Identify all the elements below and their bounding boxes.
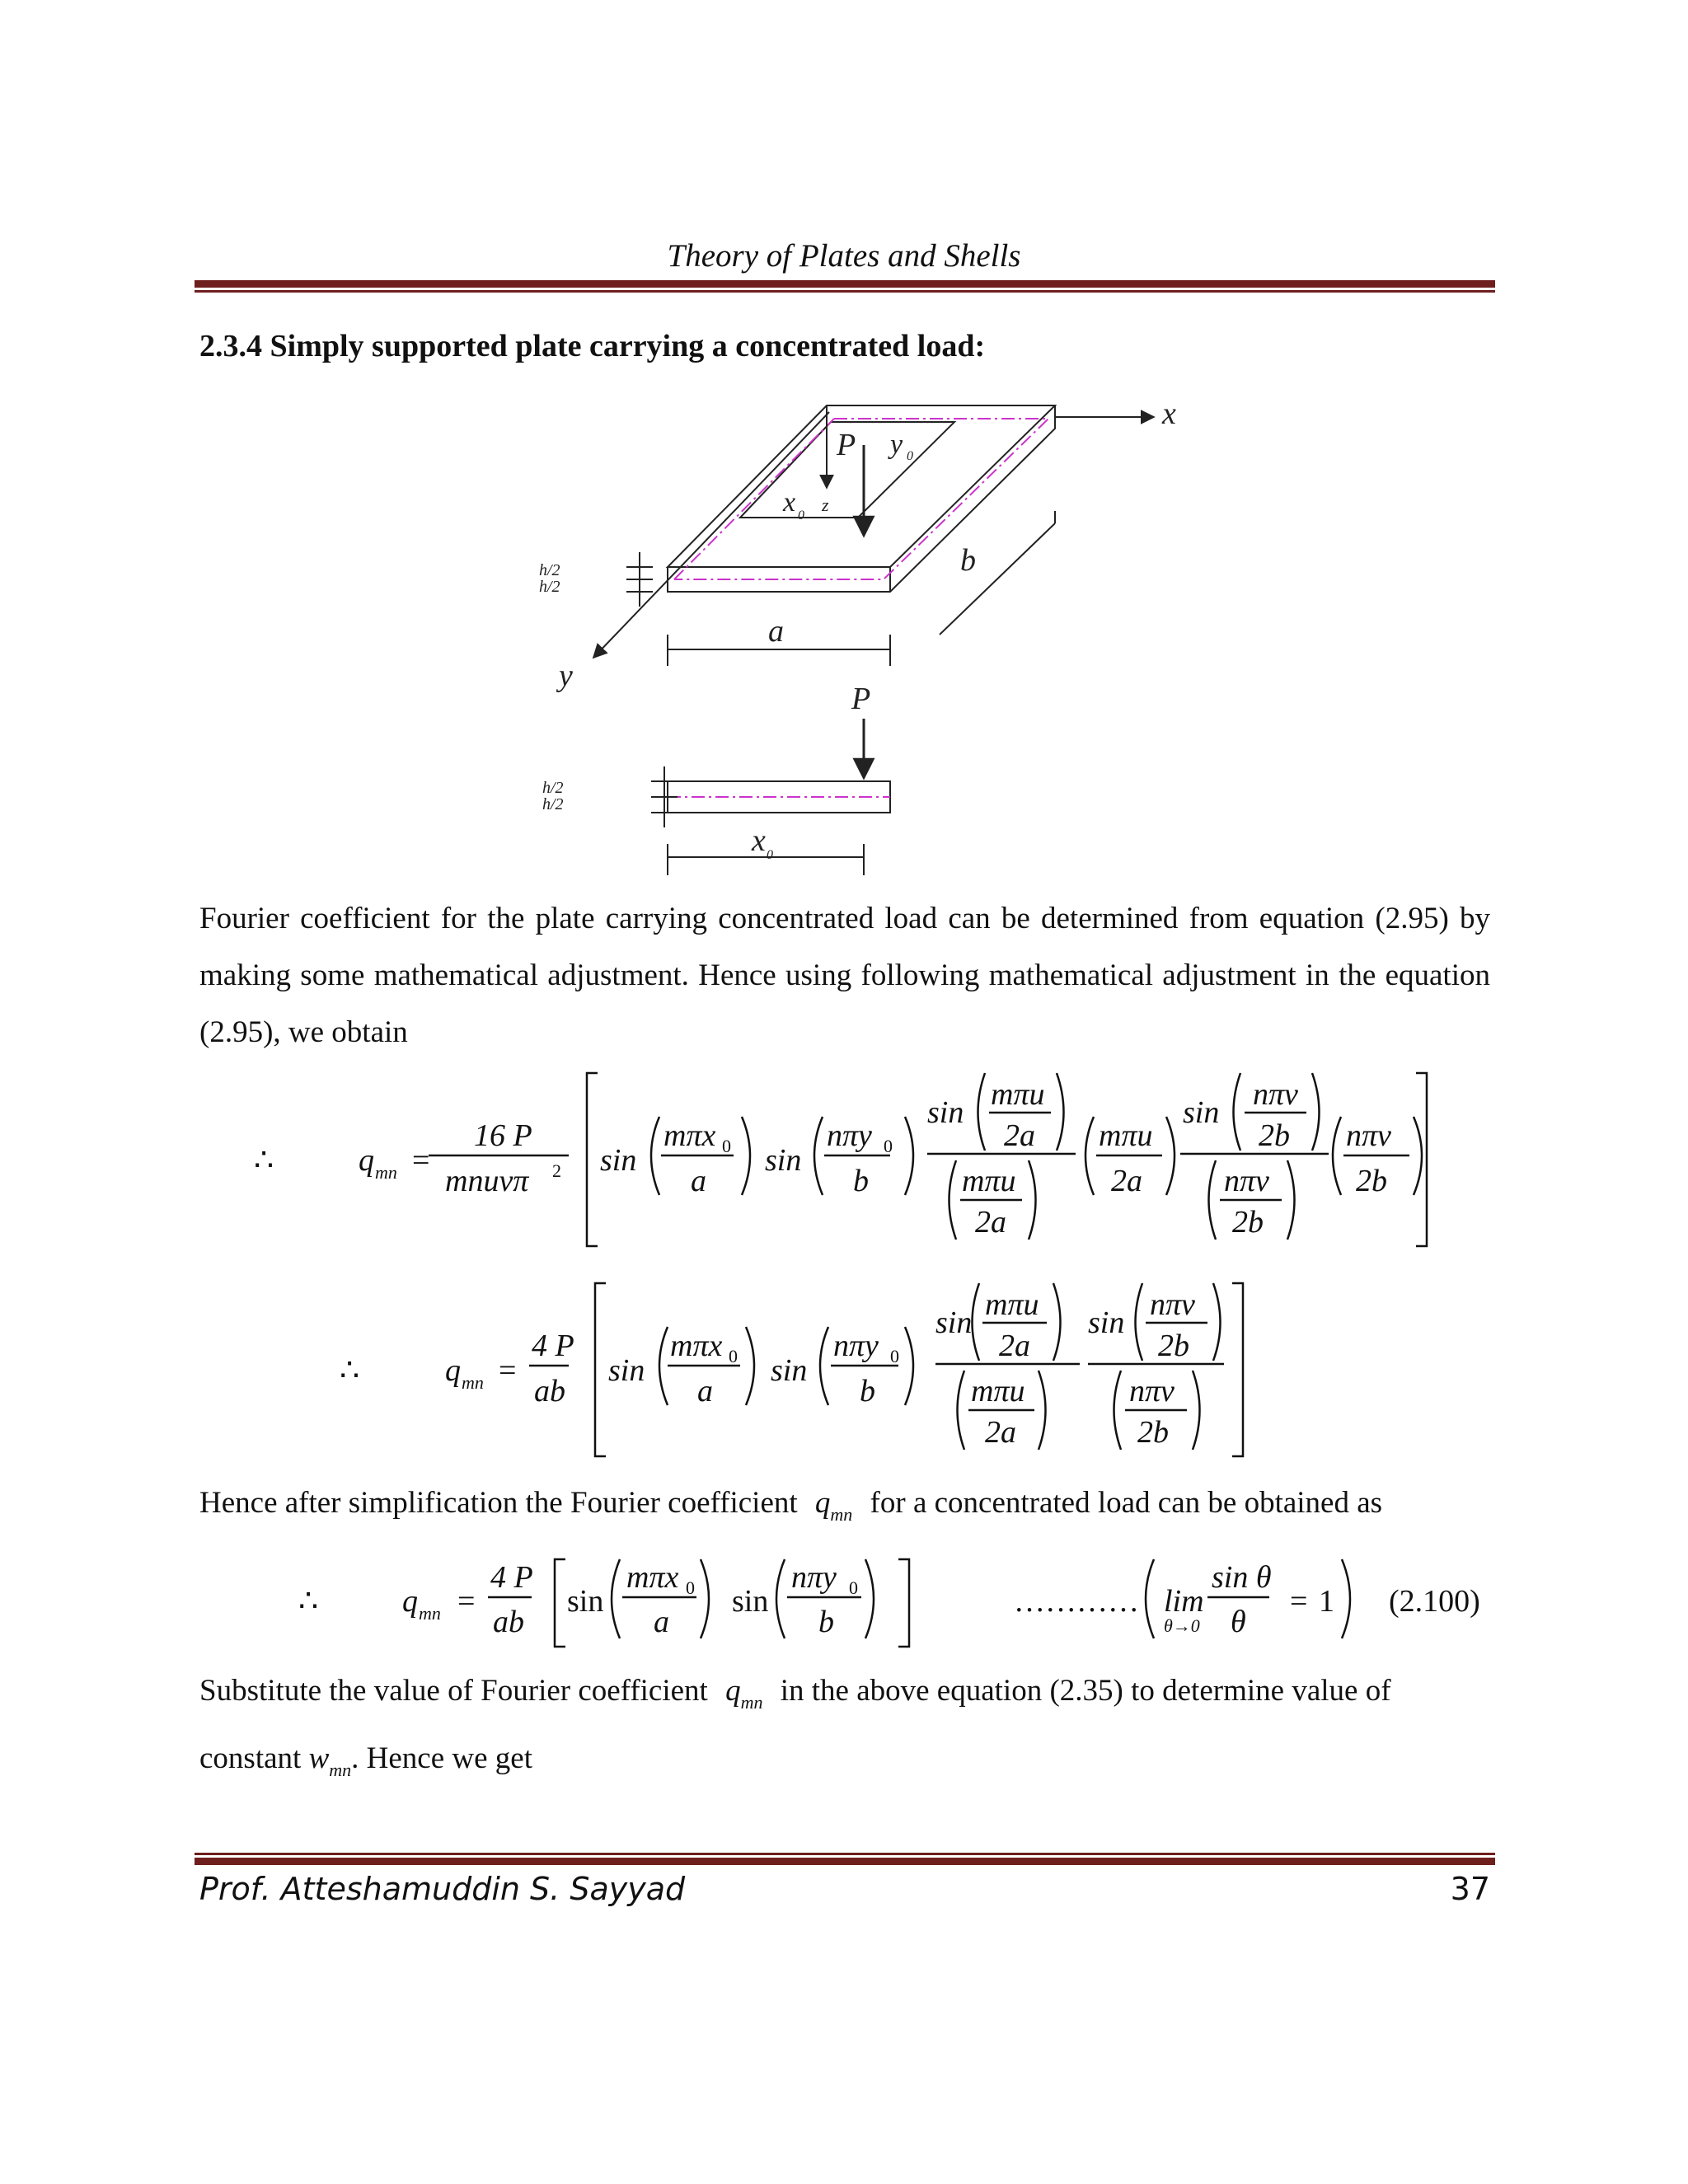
eq3-npiy0: nπy [791,1560,837,1595]
eq3-npiy0-sub: 0 [849,1577,858,1598]
eq2-sin-3: sin [935,1305,973,1340]
load-label-top: P [837,428,856,462]
eq1-mpiu: mπu [1099,1118,1153,1153]
paragraph-2-after: for a concentrated load can be obtained as [870,1486,1383,1520]
midplane-lines [674,419,1048,579]
paragraph-3-before: Substitute the value of Fourier coefficient [199,1674,708,1708]
therefore-1: ∴ [254,1143,274,1178]
eq2-equals: = [499,1353,517,1388]
eq2-den-a: a [697,1374,713,1408]
eq1-sin-2: sin [765,1143,802,1178]
eq2-q: q [445,1353,461,1388]
paragraph-4-after: . Hence we get [351,1741,532,1775]
h2-label-side-1: h/2 [542,779,564,797]
paragraph-3-q: q [725,1674,741,1708]
dimension-x0-subscript: 0 [767,848,773,862]
eq1-den-mpiu: mπu [962,1164,1016,1198]
eq3-equals: = [457,1584,476,1619]
eq1-num-2b: 2b [1259,1118,1290,1153]
eq1-mpix0: mπx [663,1118,716,1153]
eq2-den-npiv: nπv [1129,1374,1175,1408]
eq2-mpix0-sub: 0 [729,1346,738,1366]
eq3-number: (2.100) [1389,1584,1480,1619]
running-header-title: Theory of Plates and Shells [667,238,1021,274]
eq1-num-2a: 2a [1004,1118,1035,1153]
z-axis-label: z [822,494,829,515]
eq3-sin-1: sin [567,1584,604,1619]
eq1-num-mpiu: mπu [991,1077,1045,1112]
footer-author: Prof. Atteshamuddin S. Sayyad [199,1871,686,1907]
eq1-sin-3: sin [927,1095,964,1130]
eq2-npiy0-sub: 0 [890,1346,899,1366]
eq1-2a: 2a [1111,1164,1142,1198]
eq1-npiy0-sub: 0 [884,1136,893,1156]
eq1-den-b: b [853,1164,869,1198]
thickness-marks-side [651,766,678,827]
eq2-num-npiv: nπv [1150,1287,1195,1322]
eq1-den-a: a [691,1164,706,1198]
eq2-num-2b: 2b [1158,1329,1189,1363]
paragraph-4-w: w [308,1741,330,1775]
therefore-2: ∴ [340,1353,360,1388]
page-number: 37 [1450,1871,1490,1907]
dimension-x0-label: x [752,823,766,858]
eq3-q-sub: mn [419,1603,441,1624]
paragraph-3-after: in the above equation (2.35) to determine value of [780,1674,1391,1708]
eq3-one: 1 [1319,1584,1334,1619]
thickness-marks-top [626,552,653,607]
paragraph-3-q-sub: mn [740,1692,763,1713]
eq1-den-2b: 2b [1232,1205,1264,1240]
eq1-2b: 2b [1356,1164,1387,1198]
eq1-q: q [359,1143,374,1178]
eq2-q-sub: mn [462,1372,484,1393]
equation-1 [0,1063,1688,1253]
eq2-npiy0: nπy [833,1329,879,1363]
paragraph-4 [199,1741,532,1780]
eq2-num-2a: 2a [999,1329,1030,1363]
eq2-den-mpiu: mπu [971,1374,1025,1408]
paragraph-3 [199,1673,1391,1713]
y-axis [593,412,829,658]
footer-rule [195,1853,1495,1865]
y-axis-label: y [559,658,573,693]
eq3-den-b: b [818,1605,834,1639]
paragraph-1 [199,890,1490,1061]
equation-3 [0,1549,1688,1657]
x-axis-label: x [1162,396,1176,431]
plate-perspective-view [668,405,1055,592]
paragraph-1-text: Fourier coefficient for the plate carrying concentrated load can be determined from equation (2.95) by making some mathematical adjustment. Hence using following mathematical adjustment in the equation (2.95), we obtain [199,902,1490,1049]
eq1-sin-4: sin [1183,1095,1220,1130]
x0-subscript: 0 [798,509,804,523]
paragraph-2-q-sub: mn [830,1504,853,1525]
eq1-mpix0-sub: 0 [722,1136,731,1156]
eq2-coef-num: 4 P [532,1329,574,1363]
eq1-den-npiv: nπv [1224,1164,1269,1198]
eq2-sin-2: sin [771,1353,808,1388]
eq3-theta: θ [1231,1605,1246,1639]
eq3-coef-den: ab [493,1605,524,1639]
eq3-sin-theta: sin θ [1212,1560,1272,1595]
eq3-sin-2: sin [732,1584,769,1619]
eq1-coef-den-sup: 2 [552,1160,561,1181]
eq3-mpix0: mπx [626,1560,679,1595]
plate-figure [462,387,1203,898]
h2-label-top-1: h/2 [539,561,560,579]
header-rule [195,280,1495,293]
paragraph-4-w-sub: mn [329,1760,352,1780]
load-label-side: P [851,682,871,716]
eq3-lim-sub: θ→0 [1164,1615,1200,1636]
eq1-q-sub: mn [375,1162,397,1183]
section-heading: 2.3.4 Simply supported plate carrying a concentrated load: [199,329,986,363]
eq1-equals: = [412,1143,430,1178]
paragraph-2 [199,1485,1383,1525]
dimension-b-label: b [960,543,976,578]
eq3-lim: lim [1164,1584,1204,1619]
eq2-den-b: b [860,1374,875,1408]
eq3-coef-num: 4 P [490,1560,533,1595]
eq1-den-2a: 2a [975,1205,1006,1240]
eq3-dots: ………… [1014,1584,1139,1619]
paragraph-2-q: q [814,1486,831,1520]
x0-label: x [783,487,796,518]
paragraph-2-before: Hence after simplification the Fourier coefficient [199,1486,798,1520]
y0-label: y [890,429,903,460]
eq2-sin-4: sin [1088,1305,1125,1340]
y0-subscript: 0 [907,449,913,463]
eq2-den-2a: 2a [985,1415,1016,1450]
eq3-lim-equals: = [1290,1584,1308,1619]
eq1-sin-1: sin [600,1143,637,1178]
eq2-mpix0: mπx [670,1329,723,1363]
eq1-npiy0: nπy [827,1118,872,1153]
eq1-coef-num: 16 P [474,1118,532,1153]
dimension-b [940,511,1055,635]
eq1-npiv: nπv [1346,1118,1391,1153]
eq2-num-mpiu: mπu [985,1287,1039,1322]
dimension-a-label: a [768,614,784,649]
eq1-num-npiv: nπv [1253,1077,1298,1112]
therefore-3: ∴ [298,1584,319,1619]
eq2-coef-den: ab [534,1374,565,1408]
equation-2 [0,1273,1688,1463]
eq2-sin-1: sin [608,1353,645,1388]
h2-label-top-2: h/2 [539,578,560,596]
eq3-q: q [402,1584,418,1619]
eq3-den-a: a [654,1605,669,1639]
eq1-coef-den: mnuvπ [445,1164,529,1198]
eq2-den-2b: 2b [1137,1415,1169,1450]
dimension-x0 [668,844,864,875]
paragraph-4-before: constant [199,1741,302,1775]
h2-label-side-2: h/2 [542,795,564,813]
eq3-mpix0-sub: 0 [686,1577,695,1598]
